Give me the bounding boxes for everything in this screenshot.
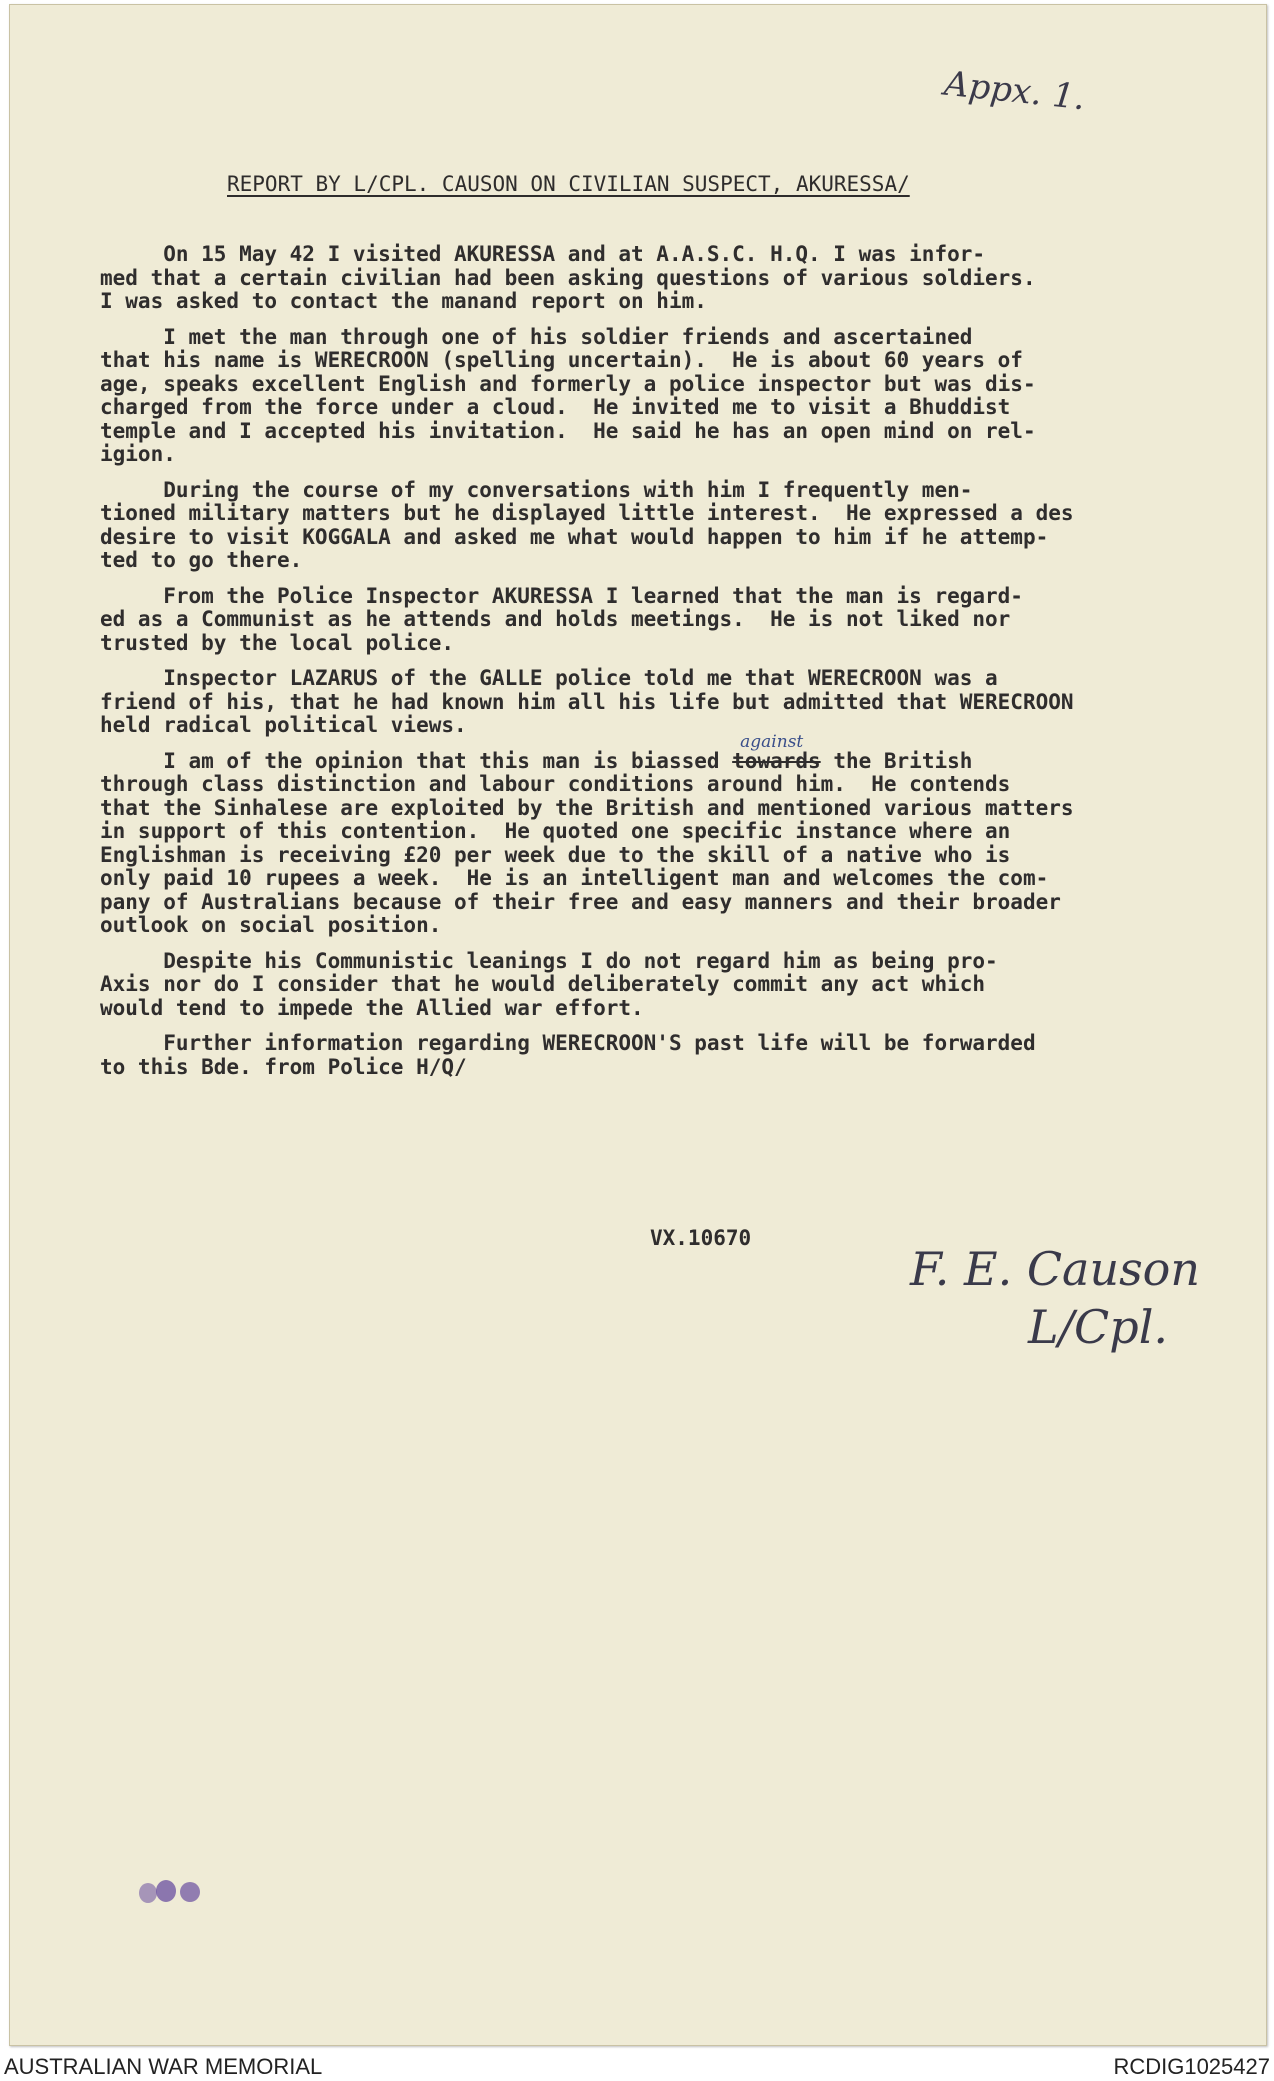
- handwritten-correction: [732, 731, 821, 774]
- report-body: [100, 243, 1270, 1091]
- service-number: VX.10670: [650, 1226, 752, 1250]
- document-page: [9, 4, 1267, 2046]
- report-title: REPORT BY L/CPL. CAUSON ON CIVILIAN SUSPECT, AKURESSA/: [227, 172, 910, 196]
- footer-reference-id: RCDIG1025427: [1113, 2054, 1270, 2079]
- paragraph-3: During the course of my conversations with him I frequently men- tioned military matters but he displayed little interest. He expressed a des desire to visit KOGGALA and asked me what would happen to him if he attemp- ted to go there.: [100, 477, 1074, 572]
- paragraph-7: Despite his Communistic leanings I do not regard him as being pro- Axis nor do I consider that he would deliberately commit any act which would tend to impede the Allied war effort.: [100, 948, 998, 1020]
- paragraph-2: I met the man through one of his soldier friends and ascertained that his name is WERECROON (spelling uncertain). He is about 60 years of age, speaks excellent English and formerly a police inspector but was dis- charged from the force under a cloud. He invited me to visit a Bhuddist temple and I accepted his invitation. He said he has an open mind on rel- igion.: [100, 324, 1036, 466]
- signature-name: F. E. Causon: [910, 1242, 1200, 1296]
- paragraph-4: From the Police Inspector AKURESSA I learned that the man is regard- ed as a Communist as he attends and holds meetings. He is not liked nor trusted by the local police.: [100, 583, 1023, 655]
- handwritten-signature: [910, 1240, 1240, 1354]
- signature-rank: L/Cpl.: [1028, 1300, 1169, 1354]
- struck-word: towards: [732, 748, 821, 773]
- paragraph-opinion: [100, 731, 1270, 938]
- paragraph-8: Further information regarding WERECROON'S past life will be forwarded to this Bde. from Police H/Q/: [100, 1031, 1036, 1079]
- appendix-annotation: Appx. 1.: [942, 63, 1088, 119]
- ink-stamp-icon: [128, 1875, 218, 1909]
- paragraph-5: Inspector LAZARUS of the GALLE police told me that WERECROON was a friend of his, that he had known him all his life but admitted that WERECROON held radical political views.: [100, 666, 1074, 737]
- footer-source-label: AUSTRALIAN WAR MEMORIAL: [4, 2054, 323, 2079]
- paragraph-1: On 15 May 42 I visited AKURESSA and at A.A.S.C. H.Q. I was infor- med that a certain civilian had been asking questions of various soldiers. I was asked to contact the manand report on him.: [100, 242, 1036, 313]
- opinion-text-before: I am of the opinion that this man is biassed: [100, 748, 733, 773]
- inserted-word: against: [740, 731, 804, 752]
- opinion-text-after: the British through class distinction and labour conditions around him. He contends that the Sinhalese are exploited by the British and mentioned various matters in support of this contention. He quoted one specific instance where an Englishman is receiving £20 per week due to the skill of a native who is only paid 10 rupees a week. He is an intelligent man and welcomes the com- pany of Australians because of their free and easy manners and their broader outlook on social position.: [100, 748, 1074, 937]
